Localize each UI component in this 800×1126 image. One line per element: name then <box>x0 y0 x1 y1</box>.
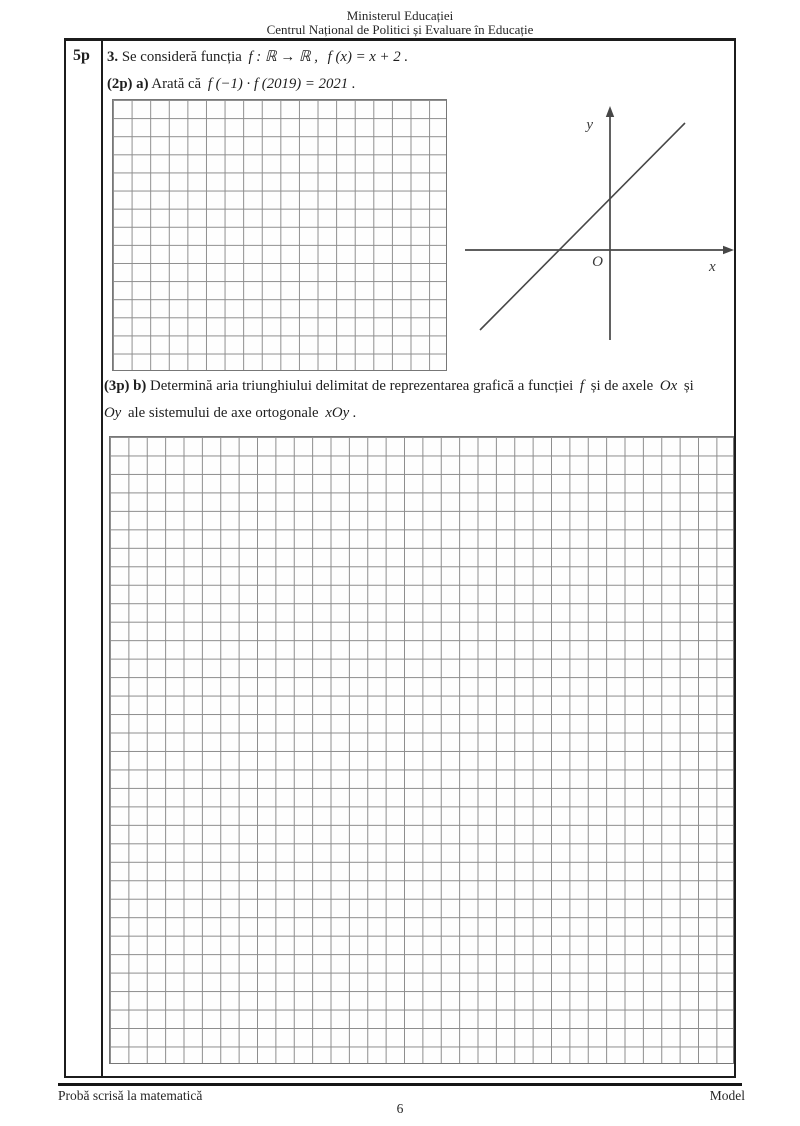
page-number: 6 <box>396 1101 404 1116</box>
part-b-statement-line-1 <box>104 378 694 395</box>
function-domain-expr: f : ℝ → ℝ , <box>248 49 318 65</box>
points-column-divider <box>101 41 103 1076</box>
y-axis-arrowhead <box>606 106 614 117</box>
header-line-1: Ministerul Educației <box>346 8 454 23</box>
part-a-expression: f (−1) · f (2019) = 2021 . <box>207 76 356 92</box>
footer-exam-title: Probă scrisă la matematică <box>58 1088 203 1103</box>
part-b-text-3: și <box>683 378 694 394</box>
problem-intro: Se consideră funcția <box>121 49 242 65</box>
points-label: 5p <box>73 47 90 64</box>
problem-statement <box>107 48 411 66</box>
y-axis-label: y <box>586 117 593 133</box>
part-a-text: Arată că <box>151 76 202 92</box>
part-b-ox-symbol: Ox <box>659 378 678 394</box>
part-b-text-4: ale sistemului de axe ortogonale <box>127 405 319 421</box>
problem-number: 3. <box>107 49 119 65</box>
x-axis-arrowhead <box>723 246 734 254</box>
part-b-text-2: și de axele <box>590 378 654 394</box>
part-b-f-symbol: f <box>579 378 585 394</box>
footer-rule <box>58 1083 742 1086</box>
part-b-xoy-symbol: xOy . <box>325 405 357 421</box>
line-y-equals-x-plus-2 <box>480 123 685 330</box>
origin-label: O <box>592 254 603 270</box>
x-axis-label: x <box>709 259 716 275</box>
part-b-label: (3p) b) <box>104 378 147 394</box>
answer-grid-large <box>109 436 734 1064</box>
part-a-label: (2p) a) <box>107 76 149 92</box>
part-b-text-1: Determină aria triunghiului delimitat de reprezentarea grafică a funcției <box>150 378 574 394</box>
footer-model-label: Model <box>709 1088 745 1103</box>
part-b-statement-line-2 <box>104 405 360 422</box>
function-definition-expr: f (x) = x + 2 . <box>327 49 409 65</box>
content-frame <box>64 38 736 1078</box>
answer-grid-small <box>112 99 447 371</box>
part-b-oy-symbol: Oy <box>104 405 122 421</box>
header-line-2: Centrul Național de Politici și Evaluare în Educație <box>266 22 534 37</box>
function-graph-figure <box>457 101 743 347</box>
part-a-statement <box>107 76 359 93</box>
